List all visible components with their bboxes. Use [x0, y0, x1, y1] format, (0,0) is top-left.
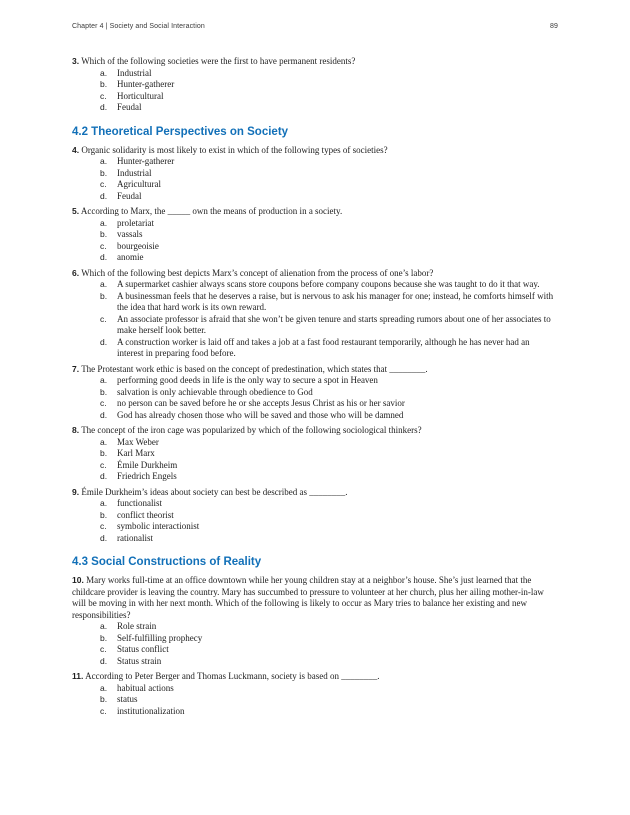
- question-block: [72, 268, 558, 360]
- option-letter: a.: [100, 217, 108, 228]
- question-text-body: Which of the following societies were the first to have permanent residents?: [81, 56, 356, 66]
- option-item: [72, 533, 558, 545]
- option-text: God has already chosen those who will be saved and those who will be damned: [117, 409, 404, 420]
- page-number: 89: [550, 23, 558, 30]
- option-item: [72, 252, 558, 264]
- question-text: [72, 575, 558, 621]
- option-item: [72, 191, 558, 203]
- options-list: [72, 437, 558, 483]
- options-list: [72, 156, 558, 202]
- option-item: [72, 410, 558, 422]
- option-text: Agricultural: [117, 179, 161, 189]
- option-item: [72, 621, 558, 633]
- option-text: Horticultural: [117, 90, 164, 101]
- question-block: [72, 575, 558, 667]
- option-letter: b.: [100, 290, 108, 301]
- question-number: 7.: [72, 363, 80, 374]
- question-text-body: The concept of the iron cage was popularized by which of the following sociological thinkers?: [81, 425, 422, 435]
- option-text: functionalist: [117, 498, 162, 508]
- question-block: [72, 145, 558, 203]
- option-item: [72, 448, 558, 460]
- content: [72, 56, 558, 717]
- option-letter: c.: [100, 644, 107, 654]
- option-text: Hunter-gatherer: [117, 156, 175, 166]
- option-text: Status conflict: [117, 644, 169, 654]
- option-letter: a.: [100, 279, 108, 289]
- option-text: Industrial: [117, 167, 152, 178]
- option-text: Max Weber: [117, 436, 159, 447]
- option-letter: a.: [100, 682, 108, 693]
- option-item: [72, 314, 558, 337]
- options-list: [72, 621, 558, 667]
- option-text: vassals: [117, 229, 143, 239]
- question-text: [72, 145, 558, 157]
- question-number: 6.: [72, 267, 80, 278]
- option-text: rationalist: [117, 532, 153, 543]
- option-letter: d.: [100, 190, 108, 201]
- question-number: 8.: [72, 425, 80, 435]
- options-list: [72, 218, 558, 264]
- question-text-body: According to Marx, the _____ own the means of production in a society.: [80, 206, 343, 216]
- question-number: 11.: [72, 671, 84, 681]
- question-number: 5.: [72, 206, 80, 216]
- option-item: [72, 91, 558, 103]
- option-letter: b.: [100, 509, 108, 520]
- option-item: [72, 694, 558, 706]
- options-list: [72, 68, 558, 114]
- option-item: [72, 498, 558, 510]
- option-letter: b.: [100, 79, 108, 89]
- section-heading: 4.3 Social Constructions of Reality: [72, 556, 262, 568]
- option-letter: c.: [100, 240, 107, 251]
- options-list: [72, 683, 558, 718]
- option-item: [72, 706, 558, 718]
- question-block: [72, 671, 558, 717]
- option-letter: a.: [100, 375, 108, 385]
- question-text-body: Which of the following best depicts Marx’s concept of alienation from the process of one’s labor?: [81, 267, 434, 278]
- option-item: [72, 510, 558, 522]
- question-text-body: Organic solidarity is most likely to exist in which of the following types of societies?: [81, 144, 388, 155]
- option-text: An associate professor is afraid that she won’t be given tenure and starts spreading rumors about one of her associates to make herself look better.: [117, 313, 551, 335]
- option-letter: d.: [100, 471, 108, 481]
- option-item: [72, 337, 558, 360]
- question-block: [72, 425, 558, 483]
- option-letter: c.: [100, 313, 107, 324]
- option-item: [72, 375, 558, 387]
- option-item: [72, 229, 558, 241]
- option-text: status: [117, 694, 138, 704]
- question-text: [72, 671, 558, 683]
- option-text: A construction worker is laid off and takes a job at a fast food restaurant temporarily, although he has never had an interest in preparing food before.: [117, 336, 530, 358]
- option-letter: b.: [100, 694, 108, 704]
- option-letter: c.: [100, 459, 107, 470]
- options-list: [72, 375, 558, 421]
- question-text: [72, 56, 558, 68]
- page-header: [72, 23, 558, 30]
- option-item: [72, 179, 558, 191]
- option-item: [72, 168, 558, 180]
- option-letter: d.: [100, 336, 108, 347]
- option-letter: d.: [100, 252, 108, 262]
- question-text-body: Mary works full-time at an office downtown while her young children stay at a neighbor’s house. She’s just learned that the childcare provider is leaving the country. Mary has succumbed to pressure to volunteer at her church, plus her ailing mother-in-law will be moving in with her next month. Which of the following is likely to occur as Mary tries to balance her existing and new responsibilities?: [72, 575, 544, 620]
- option-letter: a.: [100, 67, 108, 78]
- option-letter: c.: [100, 705, 107, 716]
- options-list: [72, 279, 558, 360]
- question-number: 9.: [72, 486, 80, 497]
- option-letter: c.: [100, 179, 107, 189]
- option-item: [72, 68, 558, 80]
- option-text: A businessman feels that he deserves a raise, but is nervous to ask his manager for one; instead, he comforts himself with the idea that hard work is its own reward.: [117, 290, 554, 312]
- option-letter: c.: [100, 398, 107, 408]
- option-letter: a.: [100, 621, 108, 631]
- option-item: [72, 437, 558, 449]
- option-text: A supermarket cashier always scans store coupons before company coupons because she was taught to do it that way.: [117, 279, 540, 289]
- question-number: 10.: [72, 575, 84, 585]
- option-text: Self-fulfilling prophecy: [117, 632, 203, 643]
- option-item: [72, 156, 558, 168]
- option-text: symbolic interactionist: [117, 521, 200, 531]
- question-text-body: Émile Durkheim’s ideas about society can best be described as ________.: [81, 486, 348, 497]
- option-text: Friedrich Engels: [117, 471, 177, 481]
- option-item: [72, 398, 558, 410]
- question-text: [72, 268, 558, 280]
- option-item: [72, 644, 558, 656]
- option-text: institutionalization: [117, 705, 185, 716]
- section-heading: 4.2 Theoretical Perspectives on Society: [72, 125, 289, 138]
- option-text: salvation is only achievable through obedience to God: [117, 386, 313, 397]
- option-text: Feudal: [117, 102, 142, 112]
- question-text: [72, 425, 558, 437]
- option-text: proletariat: [117, 217, 154, 228]
- option-letter: b.: [100, 167, 108, 178]
- question-text: [72, 364, 558, 376]
- running-head: Chapter 4 | Society and Social Interaction: [72, 23, 205, 30]
- option-text: Status strain: [117, 655, 162, 666]
- question-block: [72, 56, 558, 114]
- option-letter: a.: [100, 498, 108, 508]
- option-item: [72, 291, 558, 314]
- option-letter: a.: [100, 156, 108, 166]
- option-letter: d.: [100, 655, 108, 666]
- option-item: [72, 521, 558, 533]
- option-item: [72, 471, 558, 483]
- option-text: habitual actions: [117, 682, 174, 693]
- option-text: conflict theorist: [117, 509, 174, 520]
- option-letter: b.: [100, 632, 108, 643]
- option-item: [72, 656, 558, 668]
- question-text-body: The Protestant work ethic is based on the concept of predestination, which states that ________.: [81, 363, 428, 374]
- question-block: [72, 364, 558, 422]
- option-letter: b.: [100, 229, 108, 239]
- option-item: [72, 241, 558, 253]
- option-letter: a.: [100, 436, 108, 447]
- question-text: [72, 206, 558, 218]
- option-text: no person can be saved before he or she accepts Jesus Christ as his or her savior: [117, 398, 405, 408]
- option-item: [72, 218, 558, 230]
- option-text: Role strain: [117, 621, 157, 631]
- question-number: 3.: [72, 56, 80, 66]
- option-item: [72, 460, 558, 472]
- option-text: Industrial: [117, 67, 152, 78]
- question-number: 4.: [72, 144, 80, 155]
- question-block: [72, 487, 558, 545]
- option-letter: c.: [100, 521, 107, 531]
- option-text: Émile Durkheim: [117, 459, 178, 470]
- option-item: [72, 633, 558, 645]
- question-block: [72, 206, 558, 264]
- option-text: Karl Marx: [117, 448, 155, 458]
- question-text-body: According to Peter Berger and Thomas Luckmann, society is based on ________.: [85, 671, 380, 681]
- option-letter: b.: [100, 448, 108, 458]
- option-item: [72, 279, 558, 291]
- option-letter: d.: [100, 409, 108, 420]
- option-text: performing good deeds in life is the only way to secure a spot in Heaven: [117, 375, 378, 385]
- option-text: anomie: [117, 252, 144, 262]
- options-list: [72, 498, 558, 544]
- option-item: [72, 387, 558, 399]
- option-text: Feudal: [117, 190, 142, 201]
- question-text: [72, 487, 558, 499]
- option-text: bourgeoisie: [117, 240, 159, 251]
- option-text: Hunter-gatherer: [117, 79, 175, 89]
- option-letter: d.: [100, 102, 108, 112]
- option-item: [72, 79, 558, 91]
- option-item: [72, 102, 558, 114]
- option-letter: c.: [100, 90, 107, 101]
- option-letter: d.: [100, 532, 108, 543]
- option-letter: b.: [100, 386, 108, 397]
- option-item: [72, 683, 558, 695]
